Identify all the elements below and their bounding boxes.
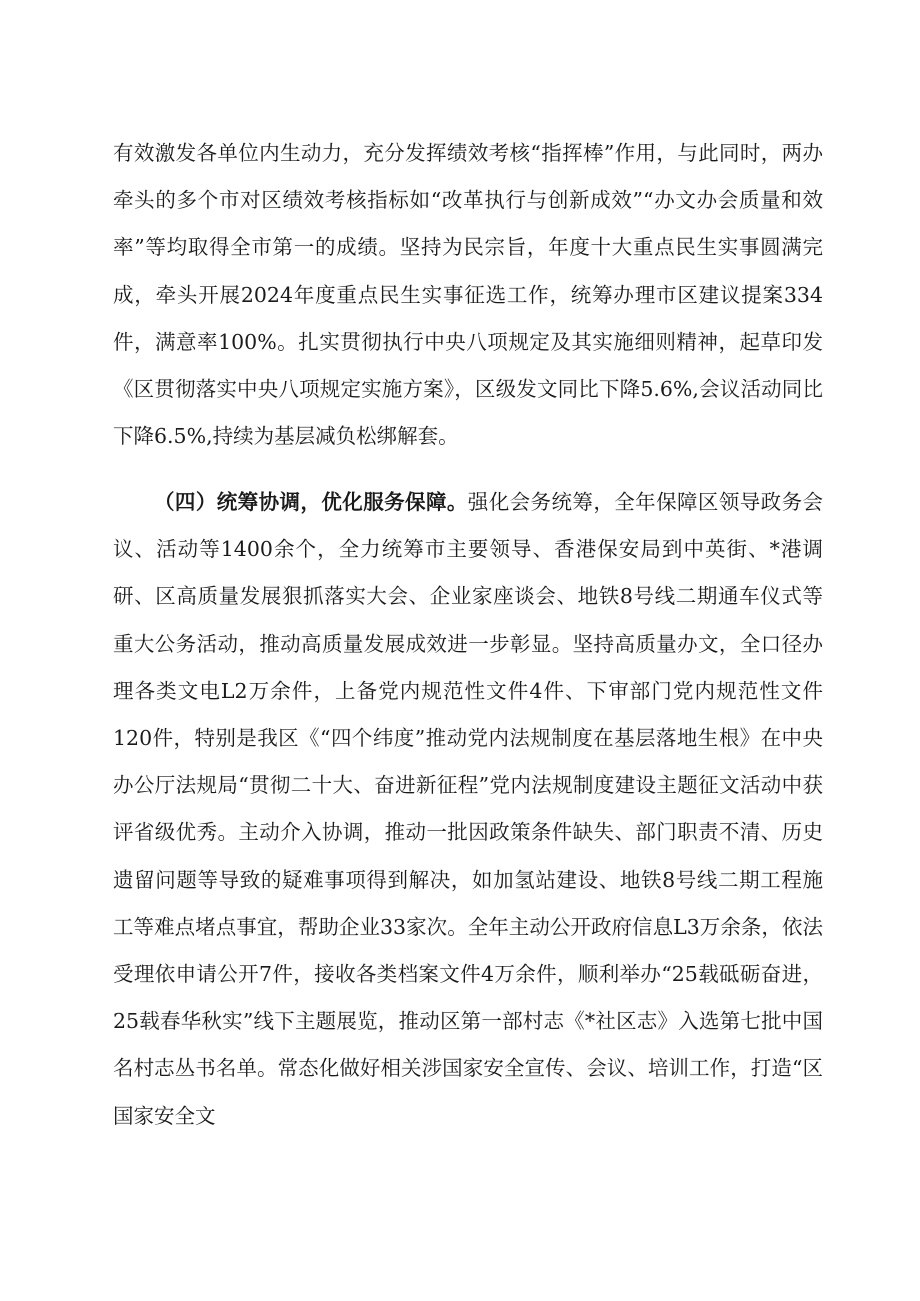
paragraph-section-four <box>113 479 823 1140</box>
section-heading: （四）统筹协调，优化服务保障。 <box>154 490 468 514</box>
document-body-section-four <box>113 479 823 1140</box>
paragraph-continuation: 有效激发各单位内生动力，充分发挥绩效考核“指挥棒”作用，与此同时，两办牵头的多个市对区绩效考核指标如“改革执行与创新成效”“办文办会质量和效率”等均取得全市第一的成绩。坚持为民宗旨，年度十大重点民生实事圆满完成，牵头开展2024年度重点民生实事征选工作，统筹办理市区建议提案334件，满意率100%。扎实贯彻执行中央八项规定及其实施细则精神，起草印发《区贯彻落实中央八项规定实施方案》，区级发文同比下降5.6%,会议活动同比下降6.5%,持续为基层减负松绑解套。 <box>113 141 823 449</box>
document-body-top <box>113 130 823 460</box>
section-body-text: 强化会务统筹，全年保障区领导政务会议、活动等1400余个，全力统筹市主要领导、香港保安局到中英街、*港调研、区高质量发展狠抓落实大会、企业家座谈会、地铁8号线二期通车仪式等重大公务活动，推动高质量发展成效进一步彰显。坚持高质量办文，全口径办理各类文电L2万余件，上备党内规范性文件4件、下审部门党内规范性文件120件，特别是我区《“四个纬度”推动党内法规制度在基层落地生根》在中央办公厅法规局“贯彻二十大、奋进新征程”党内法规制度建设主题征文活动中获评省级优秀。主动介入协调，推动一批因政策条件缺失、部门职责不清、历史遗留问题等导致的疑难事项得到解决，如加氢站建设、地铁8号线二期工程施工等难点堵点事宜，帮助企业33家次。全年主动公开政府信息L3万余条，依法受理依申请公开7件，接收各类档案文件4万余件，顺利举办“25载砥砺奋进，25载春华秋实”线下主题展览，推动区第一部村志《*社区志》入选第七批中国名村志丛书名单。常态化做好相关涉国家安全宣传、会议、培训工作，打造“区国家安全文 <box>113 490 824 1128</box>
